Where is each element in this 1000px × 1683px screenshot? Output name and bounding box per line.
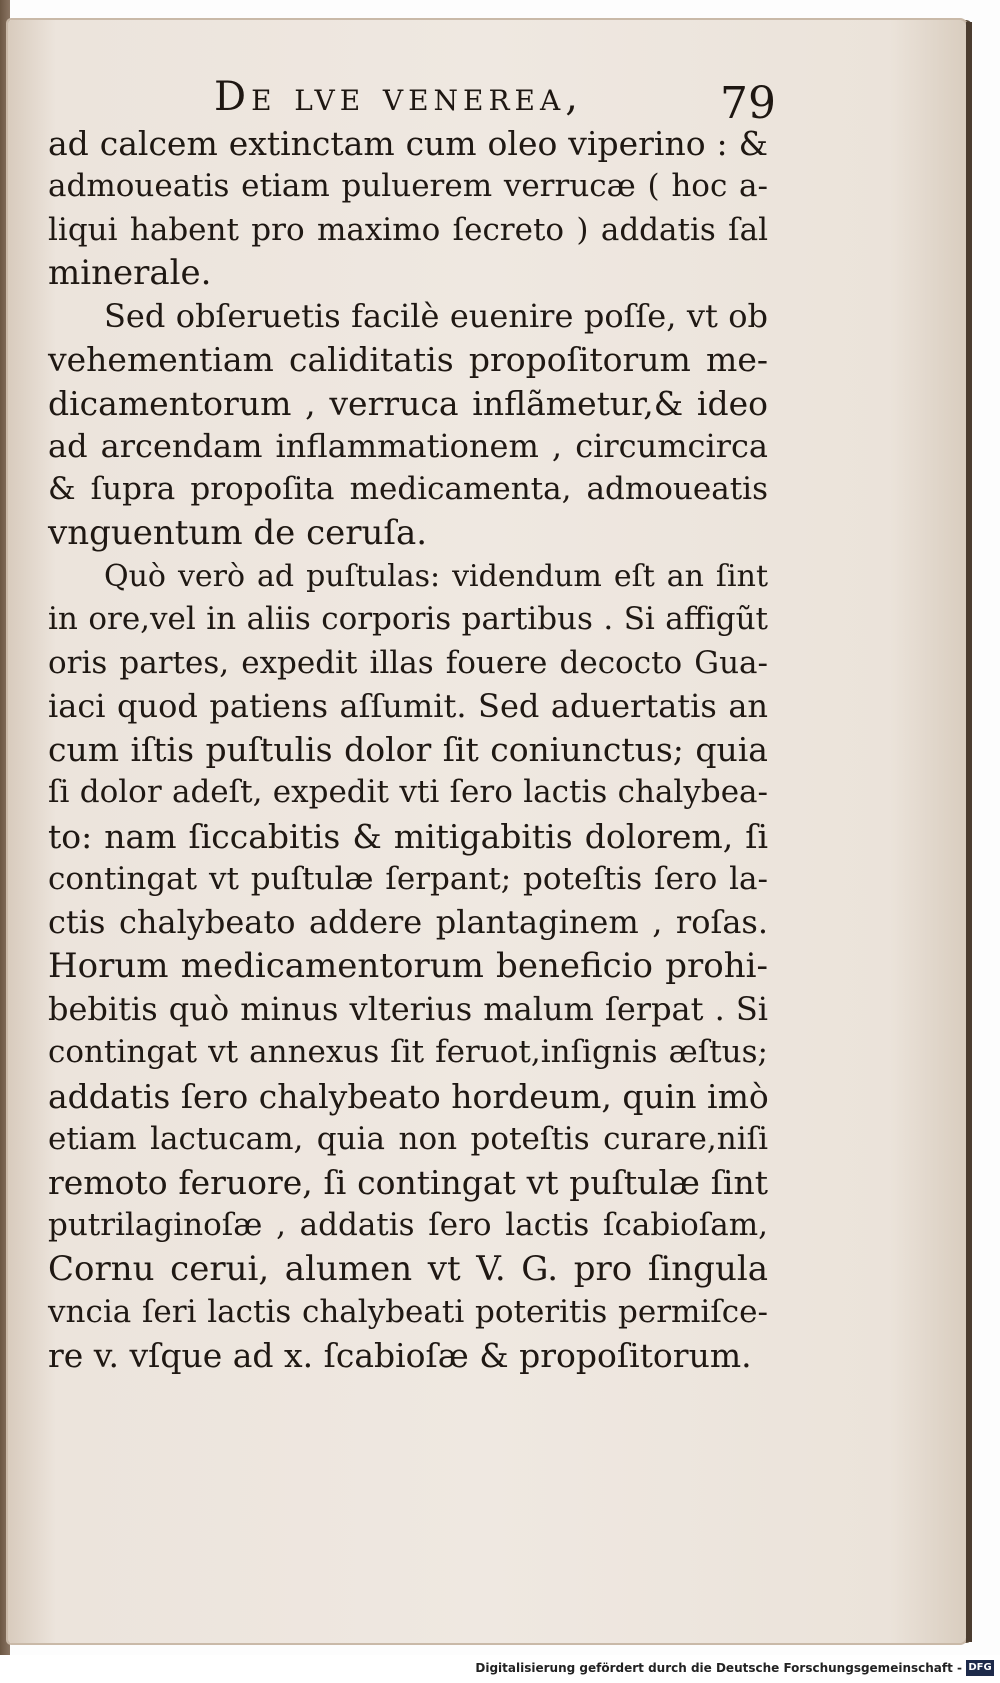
- text-line: & ſupra propoſita medicamenta, admoueatis: [48, 471, 768, 508]
- dfg-logo-icon: DFG: [966, 1660, 994, 1676]
- text-line: Sed obſeruetis facilè euenire poſſe, vt ob: [104, 297, 768, 336]
- funding-credit: Digitalisierung gefördert durch die Deutsche Forschungsgemeinschaft -: [475, 1661, 962, 1675]
- text-line: oris partes, expedit illas fouere decocto Gua-: [48, 644, 768, 681]
- text-line: ad arcendam inflammationem , circumcirca: [48, 427, 768, 466]
- text-line: to: nam ſiccabitis & mitigabitis dolorem, ſi: [48, 816, 768, 856]
- text-line: in ore,vel in aliis corporis partibus . Si affigũt: [48, 601, 768, 638]
- text-line: Quò verò ad puſtulas: videndum eſt an ſint: [104, 558, 768, 594]
- text-line: dicamentorum , verruca inflãmetur,& ideo: [48, 383, 768, 423]
- text-line: cum iſtis puſtulis dolor ſit coniunctus; quia: [48, 730, 768, 770]
- text-line: Horum medicamentorum beneficio prohi-: [48, 945, 768, 986]
- text-line: etiam lactucam, quia non poteſtis curare,niſi: [48, 1120, 768, 1157]
- text-line: vehementiam caliditatis propoſitorum me-: [48, 340, 768, 380]
- text-line: ctis chalybeato addere plantaginem , roſas.: [48, 903, 768, 942]
- text-line: minerale.: [48, 252, 212, 293]
- running-header: [0, 62, 1000, 129]
- digitization-footer: [0, 1655, 1000, 1683]
- text-line: vncia ſeri lactis chalybeati poteritis permiſce-: [48, 1294, 768, 1331]
- text-line: putrilaginoſæ , addatis ſero lactis ſcabioſam,: [48, 1207, 768, 1244]
- text-line: contingat vt puſtulæ ſerpant; poteſtis ſero la-: [48, 861, 768, 898]
- text-line: addatis ſero chalybeato hordeum, quin imò: [48, 1076, 769, 1116]
- text-line: admoueatis etiam puluerem verrucæ ( hoc a-: [48, 168, 768, 205]
- text-line: bebitis quò minus vlterius malum ſerpat . Si: [48, 989, 768, 1028]
- text-line: ſi dolor adeſt, expedit vti ſero lactis chalybea-: [48, 774, 768, 811]
- body-text: [48, 122, 768, 1378]
- text-line: vnguentum de ceruſa.: [48, 512, 428, 553]
- text-line: iaci quod patiens aſſumit. Sed aduertatis an: [48, 686, 768, 725]
- text-line: liqui habent pro maximo ſecreto ) addatis ſal: [48, 211, 768, 248]
- running-title: De lve venerea,: [214, 74, 583, 120]
- text-line: Cornu cerui, alumen vt V. G. pro ſingula: [48, 1248, 768, 1289]
- text-line: re v. vſque ad x. ſcabioſæ & propoſitorum.: [48, 1336, 752, 1376]
- text-line: contingat vt annexus ſit feruot,inſignis æſtus;: [48, 1034, 768, 1071]
- text-line: ad calcem extinctam cum oleo viperino : &: [48, 124, 768, 163]
- page-number: 79: [720, 78, 776, 129]
- text-line: remoto feruore, ſi contingat vt puſtulæ ſint: [48, 1163, 768, 1203]
- page-fore-edge: [966, 22, 972, 1642]
